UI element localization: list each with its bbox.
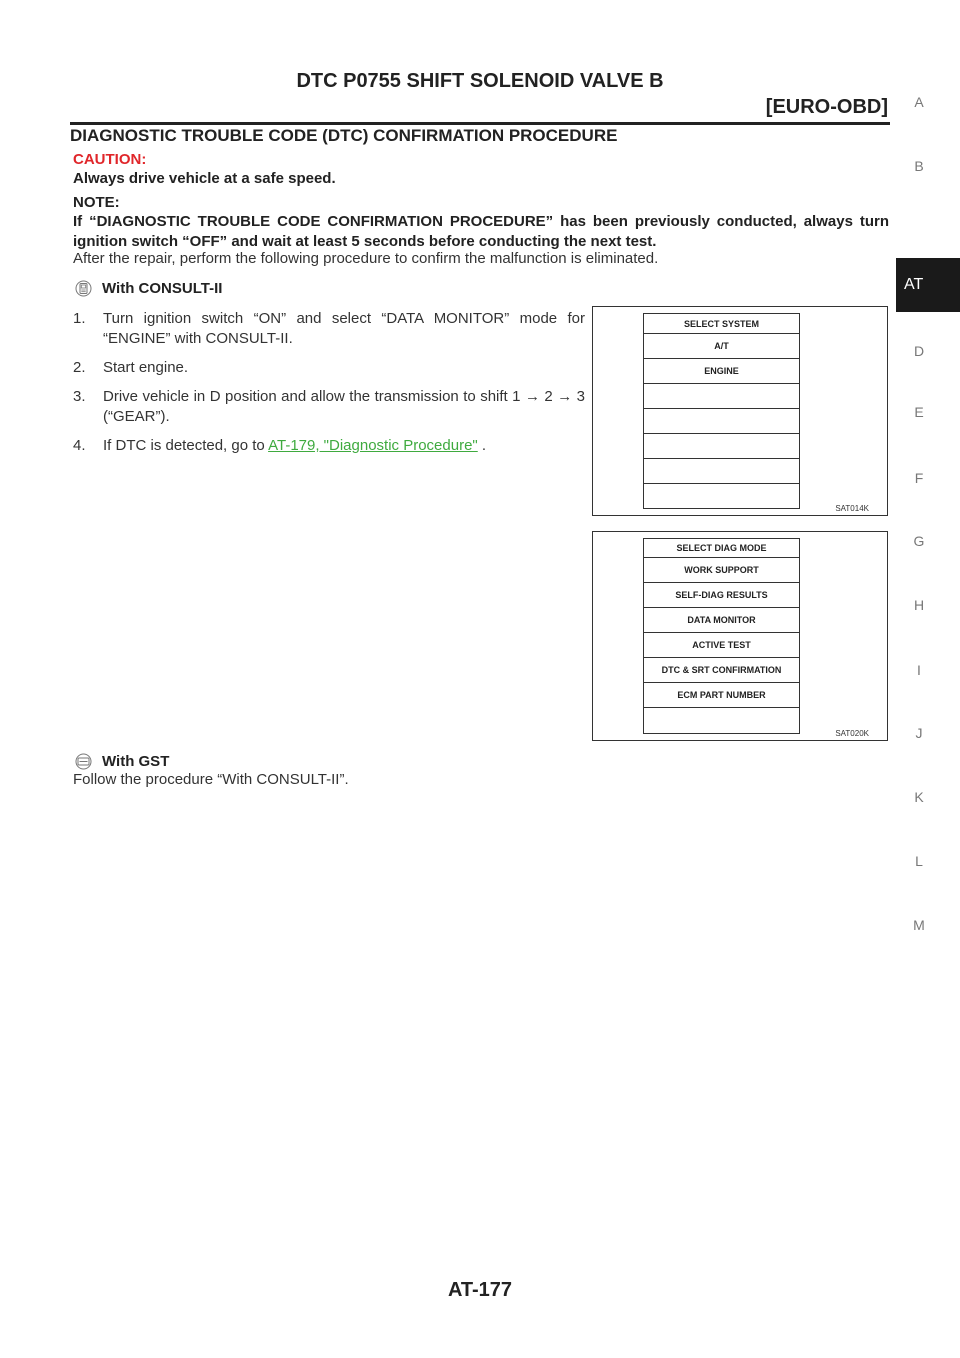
step-text: Start engine. <box>103 359 189 376</box>
screen-row <box>644 384 799 409</box>
tab-letter-a[interactable]: A <box>914 94 924 110</box>
screen-row: WORK SUPPORT <box>644 558 799 583</box>
tab-letter-j[interactable]: J <box>915 725 923 741</box>
tab-letter-i[interactable]: I <box>917 662 921 678</box>
screen-row: ECM PART NUMBER <box>644 683 799 708</box>
tab-active-at[interactable]: AT <box>896 258 960 312</box>
screen-row <box>644 484 799 508</box>
screen-row-title: SELECT SYSTEM <box>644 314 799 334</box>
caution-text: Always drive vehicle at a safe speed. <box>73 170 336 187</box>
figure-select-diag-mode <box>592 531 888 741</box>
caution-label: CAUTION: <box>73 151 147 168</box>
list-item <box>73 309 585 349</box>
consult-steps <box>73 309 585 465</box>
gst-heading-label: With GST <box>102 753 170 770</box>
consult-heading <box>73 280 222 297</box>
screen-row <box>644 434 799 459</box>
tab-letter-g[interactable]: G <box>913 533 925 549</box>
select-system-screen <box>643 313 800 509</box>
section-tag: [EURO-OBD] <box>765 96 888 118</box>
tab-letter-f[interactable]: F <box>914 470 924 486</box>
tab-letter-l[interactable]: L <box>915 853 923 869</box>
screen-row: DTC & SRT CONFIRMATION <box>644 658 799 683</box>
list-item <box>73 358 585 378</box>
page-title: DTC P0755 SHIFT SOLENOID VALVE B <box>296 70 664 92</box>
select-diag-mode-screen <box>643 538 800 734</box>
list-item <box>73 387 585 427</box>
step-number: 1. <box>73 310 86 327</box>
figure-select-system <box>592 306 888 516</box>
screen-row: A/T <box>644 334 799 359</box>
screen-row <box>644 708 799 733</box>
step-number: 2. <box>73 359 86 376</box>
screen-row <box>644 409 799 434</box>
consult-heading-label: With CONSULT-II <box>102 280 223 297</box>
page-number: AT-177 <box>447 1279 513 1301</box>
diagnostic-procedure-link[interactable]: AT-179, "Diagnostic Procedure" <box>268 437 478 454</box>
tab-letter-d[interactable]: D <box>913 343 925 359</box>
screen-row: SELF-DIAG RESULTS <box>644 583 799 608</box>
step-number: 4. <box>73 437 86 454</box>
step-text: Drive vehicle in D position and allow the transmission to shift 1 → 2 → 3 (“GEAR”). <box>103 388 585 425</box>
figure-id: SAT014K <box>835 504 869 513</box>
step-text-before: If DTC is detected, go to <box>103 437 269 454</box>
screen-row: ENGINE <box>644 359 799 384</box>
consult-icon <box>75 280 92 297</box>
note-text: If “DIAGNOSTIC TROUBLE CODE CONFIRMATION PROCEDURE” has been previously conducted, always turn ignition switch “OFF” and wait at least 5 seconds before conducting the next test. <box>73 213 889 250</box>
chapter-tab-index <box>896 0 960 1358</box>
screen-row: DATA MONITOR <box>644 608 799 633</box>
gst-icon <box>75 753 92 770</box>
intro-text: After the repair, perform the following procedure to confirm the malfunction is eliminated. <box>73 250 659 267</box>
tab-letter-b[interactable]: B <box>914 158 924 174</box>
screen-row: ACTIVE TEST <box>644 633 799 658</box>
step-text <box>103 436 585 456</box>
step-number: 3. <box>73 388 86 405</box>
tab-letter-e[interactable]: E <box>914 404 924 420</box>
step-text-after: . <box>477 437 487 454</box>
list-item <box>73 436 585 456</box>
screen-row <box>644 459 799 484</box>
tab-letter-h[interactable]: H <box>913 597 925 613</box>
screen-row-title: SELECT DIAG MODE <box>644 539 799 558</box>
gst-heading <box>73 753 169 770</box>
figure-id: SAT020K <box>835 729 869 738</box>
header-divider <box>70 122 890 125</box>
tab-letter-k[interactable]: K <box>914 789 924 805</box>
step-text: Turn ignition switch “ON” and select “DATA MONITOR” mode for “ENGINE” with CONSULT-II. <box>103 310 585 347</box>
section-heading: DIAGNOSTIC TROUBLE CODE (DTC) CONFIRMATION PROCEDURE <box>70 126 618 145</box>
tab-letter-m[interactable]: M <box>913 917 925 933</box>
note-label: NOTE: <box>73 194 120 211</box>
gst-text: Follow the procedure “With CONSULT-II”. <box>73 771 349 788</box>
